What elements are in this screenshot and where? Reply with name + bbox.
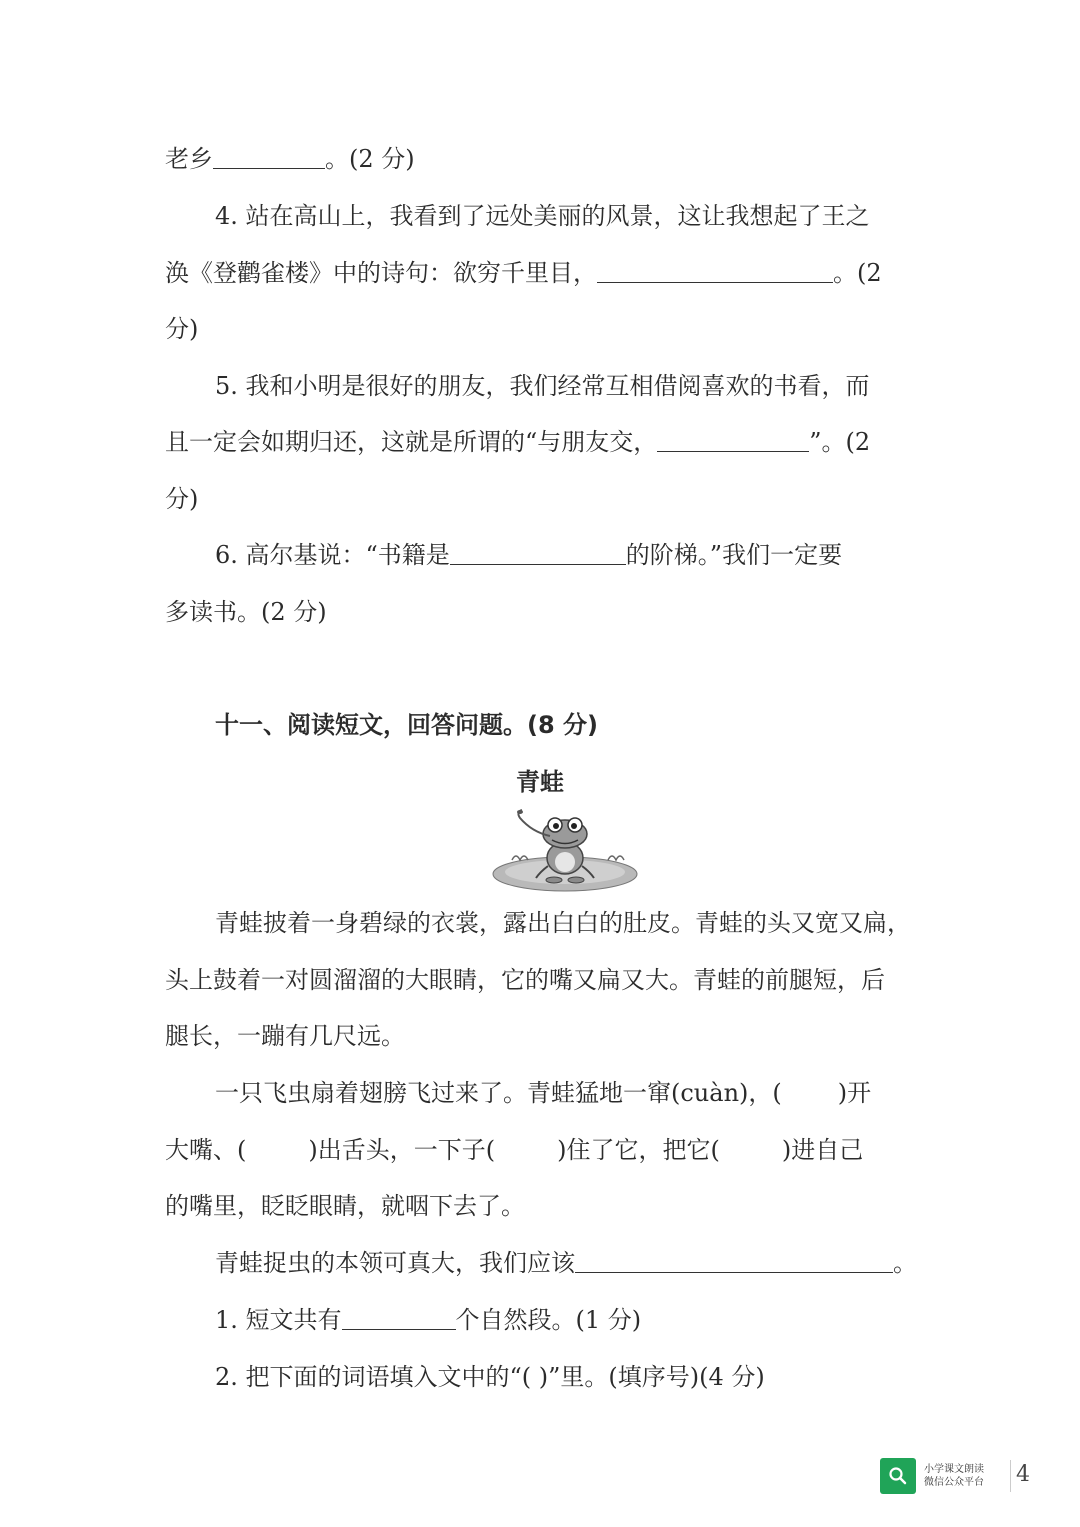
section-11-heading: 十一、阅读短文，回答问题。(8 分)	[215, 711, 598, 739]
q4-line3: 分)	[165, 315, 199, 343]
question-1-score: 个自然段。(1 分)	[455, 1306, 642, 1334]
passage-p1-line3: 腿长，一蹦有几尺远。	[165, 1022, 405, 1050]
badge-label	[924, 1463, 984, 1489]
passage-p1-line2: 头上鼓着一对圆溜溜的大眼睛，它的嘴又扁又大。青蛙的前腿短，后	[165, 966, 885, 994]
q4-score: 。(2	[833, 259, 882, 287]
answer-blank[interactable]	[213, 144, 325, 169]
q5-score: ”。(2	[809, 428, 871, 456]
passage-p2-text: )出舌头，一下子(	[308, 1136, 496, 1164]
page-number: 4	[1016, 1462, 1030, 1487]
wechat-badge[interactable]	[880, 1458, 1006, 1494]
frog-illustration	[490, 808, 640, 894]
passage-p3-end: 。	[893, 1249, 917, 1277]
q6-line2: 多读书。(2 分)	[165, 598, 327, 626]
search-icon	[880, 1458, 916, 1494]
passage-p2-text: 大嘴、(	[165, 1136, 247, 1164]
question-2: 2. 把下面的词语填入文中的“( )”里。(填序号)(4 分)	[215, 1363, 765, 1391]
passage-p2-text: 一只飞虫扇着翅膀飞过来了。青蛙猛地一窜(cuàn)，(	[215, 1079, 782, 1107]
answer-blank[interactable]	[597, 258, 833, 283]
q5-text: 且一定会如期归还，这就是所谓的“与朋友交，	[165, 428, 658, 456]
q4-text: 涣《登鹳雀楼》中的诗句：欲穷千里目，	[165, 259, 597, 287]
badge-line2: 微信公众平台	[924, 1477, 984, 1488]
q6-text: 6. 高尔基说：“书籍是	[215, 541, 450, 569]
passage-p2-line2	[165, 1133, 925, 1167]
badge-line1: 小学课文朗读	[924, 1464, 984, 1475]
q6-text-cont: 的阶梯。”我们一定要	[625, 541, 843, 569]
passage-p2-line3: 的嘴里，眨眨眼睛，就咽下去了。	[165, 1192, 525, 1220]
passage-p2-text-cont: )开	[837, 1079, 872, 1107]
passage-title: 青蛙	[516, 768, 564, 796]
passage-p2-text: )进自己	[781, 1136, 864, 1164]
q4-line1: 4. 站在高山上，我看到了远处美丽的风景，这让我想起了王之	[215, 202, 870, 230]
q3-tail-score: 。(2 分)	[325, 145, 415, 173]
q3-tail-text: 老乡	[165, 145, 213, 173]
passage-p3-text: 青蛙捉虫的本领可真大，我们应该	[215, 1249, 575, 1277]
footer-divider	[1010, 1460, 1011, 1492]
answer-blank[interactable]	[575, 1248, 893, 1273]
answer-blank[interactable]	[342, 1305, 456, 1330]
answer-blank[interactable]	[657, 427, 809, 452]
q5-line3: 分)	[165, 485, 199, 513]
q5-line2	[165, 425, 925, 459]
q5-line1: 5. 我和小明是很好的朋友，我们经常互相借阅喜欢的书看，而	[215, 372, 870, 400]
answer-blank[interactable]	[450, 540, 626, 565]
q4-line2	[165, 256, 925, 290]
q3-tail-line	[165, 142, 925, 176]
passage-p2-line1	[215, 1076, 925, 1110]
passage-p2-text: )住了它，把它(	[557, 1136, 720, 1164]
passage-p3-line	[215, 1246, 925, 1280]
question-1-text: 1. 短文共有	[215, 1306, 342, 1334]
question-1	[215, 1303, 925, 1337]
passage-p1-line1: 青蛙披着一身碧绿的衣裳，露出白白的肚皮。青蛙的头又宽又扁，	[215, 909, 911, 937]
q6-line1	[215, 538, 925, 572]
